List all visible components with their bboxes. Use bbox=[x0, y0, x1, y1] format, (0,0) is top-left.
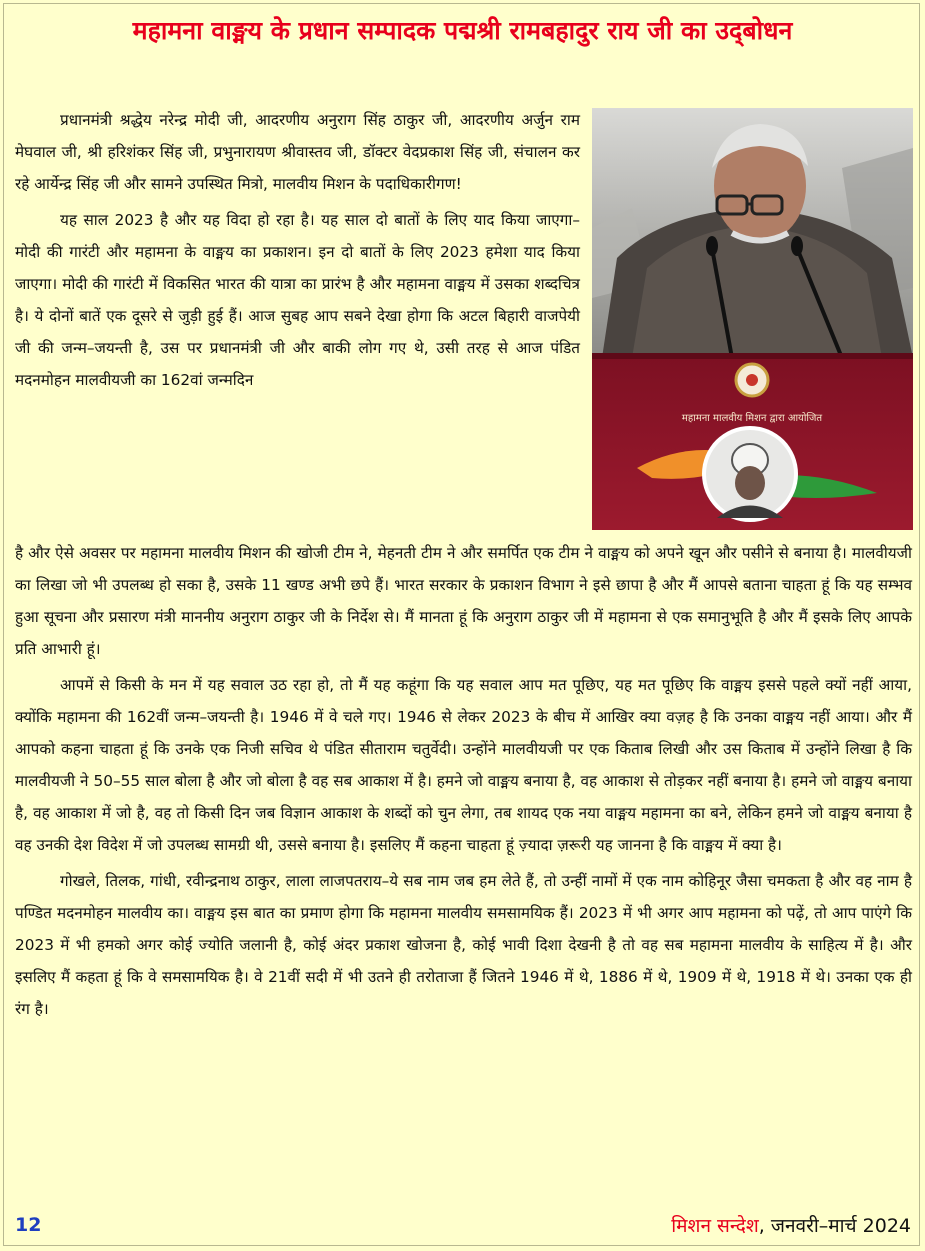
article-title: महामना वाङ्मय के प्रधान सम्पादक पद्मश्री रामबहादुर राय जी का उद्‌बोधन bbox=[132, 16, 793, 45]
separator: , bbox=[758, 1215, 771, 1237]
article-body-top bbox=[15, 104, 580, 400]
speaker-photo bbox=[592, 108, 913, 530]
magazine-name: मिशन सन्देश bbox=[671, 1215, 759, 1237]
speaker-photo-graphic bbox=[592, 108, 913, 530]
paragraph-2023: यह साल 2023 है और यह विदा हो रहा है। यह साल दो बातों के लिए याद किया जाएगा– मोदी की गारंटी और महामना के वाङ्मय का प्रकाशन। इन दो बातों के लिए 2023 हमेशा याद किया जाएगा। मोदी की गारंटी में विकसित भारत की यात्रा का प्रारंभ है और महामना वाङ्मय में उसका शब्दचित्र है। ये दोनों बातें एक दूसरे से जुड़ी हुई हैं। आज सुबह आप सबने देखा होगा कि अटल बिहारी वाजपेयी जी की जन्म–जयन्ती है, उस पर प्रधानमंत्री जी और बाकी लोग गए थे, उसी तरह से आज पंडित मदनमोहन मालवीयजी का 162वां जन्मदिन bbox=[15, 211, 580, 389]
paragraph-question: आपमें से किसी के मन में यह सवाल उठ रहा हो, तो मैं यह कहूंगा कि यह सवाल आप मत पूछिए, यह मत पूछिए कि वाङ्मय इससे पहले क्यों नहीं आया, क्योंकि महामना की 162वीं जन्म–जयन्ती है। 1946 में वे चले गए। 1946 से लेकर 2023 के बीच में आखिर क्या वज़ह है कि उनका वाङ्मय नहीं आया। और मैं आपको कहना चाहता हूं कि उनके एक निजी सचिव थे पंडित सीताराम चतुर्वेदी। उन्होंने मालवीयजी पर एक किताब लिखी और उस किताब में उन्होंने लिखा है कि मालवीयजी ने 50–55 साल बोला है और जो बोला है वह सब आकाश में है। हमने जो वाङ्मय बनाया है, वह आकाश से तोड़कर नहीं बनाया है। हमने जो वाङ्मय बनाया है, वह आकाश में जो है, वह तो किसी दिन जब विज्ञान आकाश के शब्दों को चुन लेगा, तब शायद एक नया वाङ्मय महामना का बने, लेकिन हमने जो वाङ्मय बनाया है वह उनकी देश विदेश में जो उपलब्ध सामग्री थी, उससे बनाया है। इसलिए मैं कहना चाहता हूं ज़्यादा ज़रूरी यह जानना है कि वाङ्मय में क्या है। bbox=[15, 676, 913, 854]
publication-info bbox=[671, 1212, 911, 1238]
page-number: 12 bbox=[15, 1214, 42, 1236]
article-body-full bbox=[15, 537, 912, 1029]
paragraph-greeting: प्रधानमंत्री श्रद्धेय नरेन्द्र मोदी जी, आदरणीय अनुराग सिंह ठाकुर जी, आदरणीय अर्जुन राम मेघवाल जी, श्री हरिशंकर सिंह जी, प्रभुनारायण श्रीवास्तव जी, डॉक्टर वेदप्रकाश सिंह जी, संचालन कर रहे आर्येन्द्र सिंह जी और सामने उपस्थित मित्रो, मालवीय मिशन के पदाधिकारीगण! bbox=[15, 111, 580, 193]
paragraph-contemporary: गोखले, तिलक, गांधी, रवीन्द्रनाथ ठाकुर, लाला लाजपतराय–ये सब नाम जब हम लेते हैं, तो उन्हीं नामों में एक नाम कोहिनूर जैसा चमकता है और वह नाम है पण्डित मदनमोहन मालवीय का। वाङ्मय इस बात का प्रमाण होगा कि महामना मालवीय समसामयिक हैं। 2023 में भी अगर आप महामना को पढ़ें, तो आप पाएंगे कि 2023 में भी हमको अगर कोई ज्योति जलानी है, कोई अंदर प्रकाश खोजना है, कोई भावी दिशा देखनी है तो वह सब महामना मालवीय के साहित्य में है। और इसलिए मैं कहता हूं कि वे समसामयिक है। वे 21वीं सदी में भी उतने ही तरोताजा हैं जितने 1946 में थे, 1886 में थे, 1909 में थे, 1918 में थे। उनका एक ही रंग है। bbox=[15, 872, 912, 1018]
issue-date: जनवरी–मार्च 2024 bbox=[770, 1215, 911, 1237]
podium-banner-text: महामना मालवीय मिशन द्वारा आयोजित bbox=[681, 413, 823, 424]
paragraph-2023-continued: है और ऐसे अवसर पर महामना मालवीय मिशन की खोजी टीम ने, मेहनती टीम ने और समर्पित एक टीम ने वाङ्मय को अपने खून और पसीने से बनाया है। मालवीयजी का लिखा जो भी उपलब्ध हो सका है, उसके 11 खण्ड अभी छपे हैं। भारत सरकार के प्रकाशन विभाग ने इसे छापा है और मैं आपसे बताना चाहता हूं कि यह सम्भव हुआ सूचना और प्रसारण मंत्री माननीय अनुराग ठाकुर जी के निर्देश से। मैं मानता हूं कि अनुराग ठाकुर जी में महामना से एक समानुभूति है और मैं इसके लिए आपके प्रति आभारी हूं। bbox=[15, 544, 912, 658]
